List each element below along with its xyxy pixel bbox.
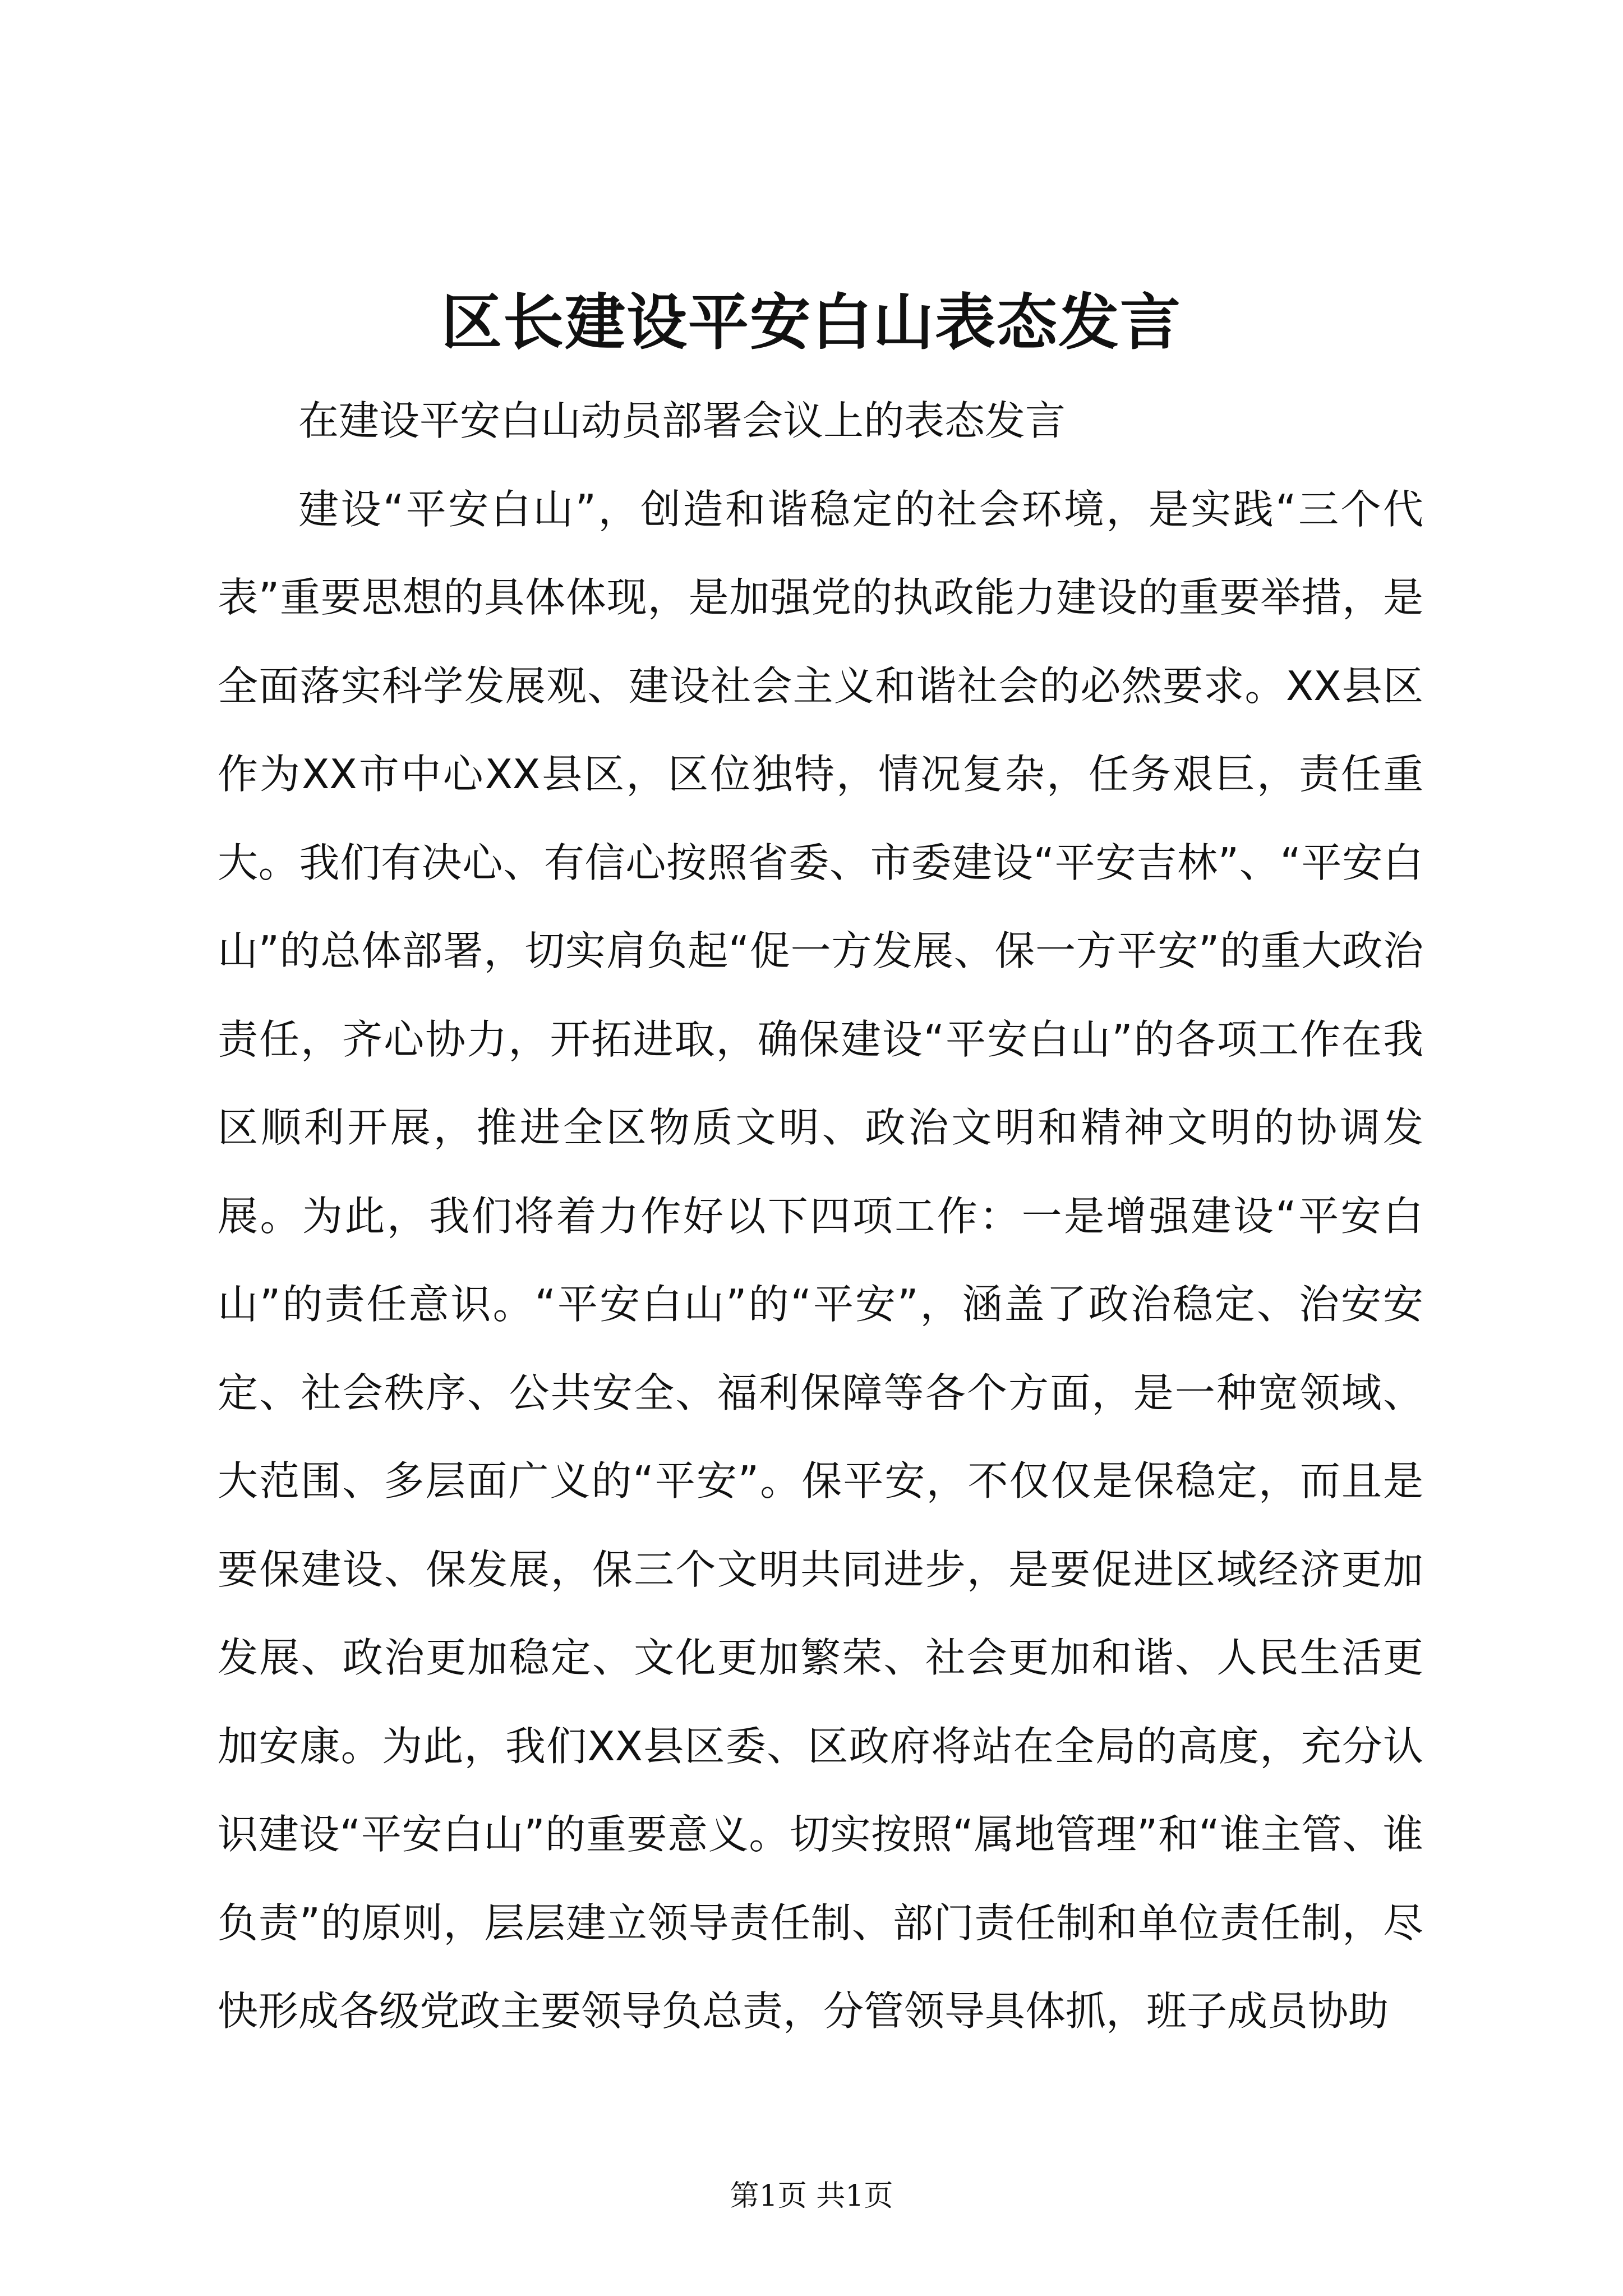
page-footer: 第1页 共1页 [730,2179,893,2213]
document-body [218,377,1423,2056]
body-paragraph: 建设“平安白山”，创造和谐稳定的社会环境，是实践“三个代表”重要思想的具体体现，是加强党的执政能力建设的重要举措，是全面落实科学发展观、建设社会主义和谐社会的必然要求。XX县区作为XX市中心XX县区，区位独特，情况复杂，任务艰巨，责任重大。我们有决心、有信心按照省委、市委建设“平安吉林”、“平安白山”的总体部署，切实肩负起“促一方发展、保一方平安”的重大政治责任，齐心协力，开拓进取，确保建设“平安白山”的各项工作在我区顺利开展，推进全区物质文明、政治文明和精神文明的协调发展。为此，我们将着力作好以下四项工作：一是增强建设“平安白山”的责任意识。“平安白山”的“平安”，涵盖了政治稳定、治安安定、社会秩序、公共安全、福利保障等各个方面，是一种宽领域、大范围、多层面广义的“平安”。保平安，不仅仅是保稳定，而且是要保建设、保发展，保三个文明共同进步，是要促进区域经济更加发展、政治更加稳定、文化更加繁荣、社会更加和谐、人民生活更加安康。为此，我们XX县区委、区政府将站在全局的高度，充分认识建设“平安白山”的重要意义。切实按照“属地管理”和“谁主管、谁负责”的原则，层层建立领导责任制、部门责任制和单位责任制，尽快形成各级党政主要领导负总责，分管领导具体抓，班子成员协助 [218,485,1423,2035]
document-subtitle: 在建设平安白山动员部署会议上的表态发言 [298,397,1066,444]
document-title: 区长建设平安白山表态发言 [441,287,1182,358]
